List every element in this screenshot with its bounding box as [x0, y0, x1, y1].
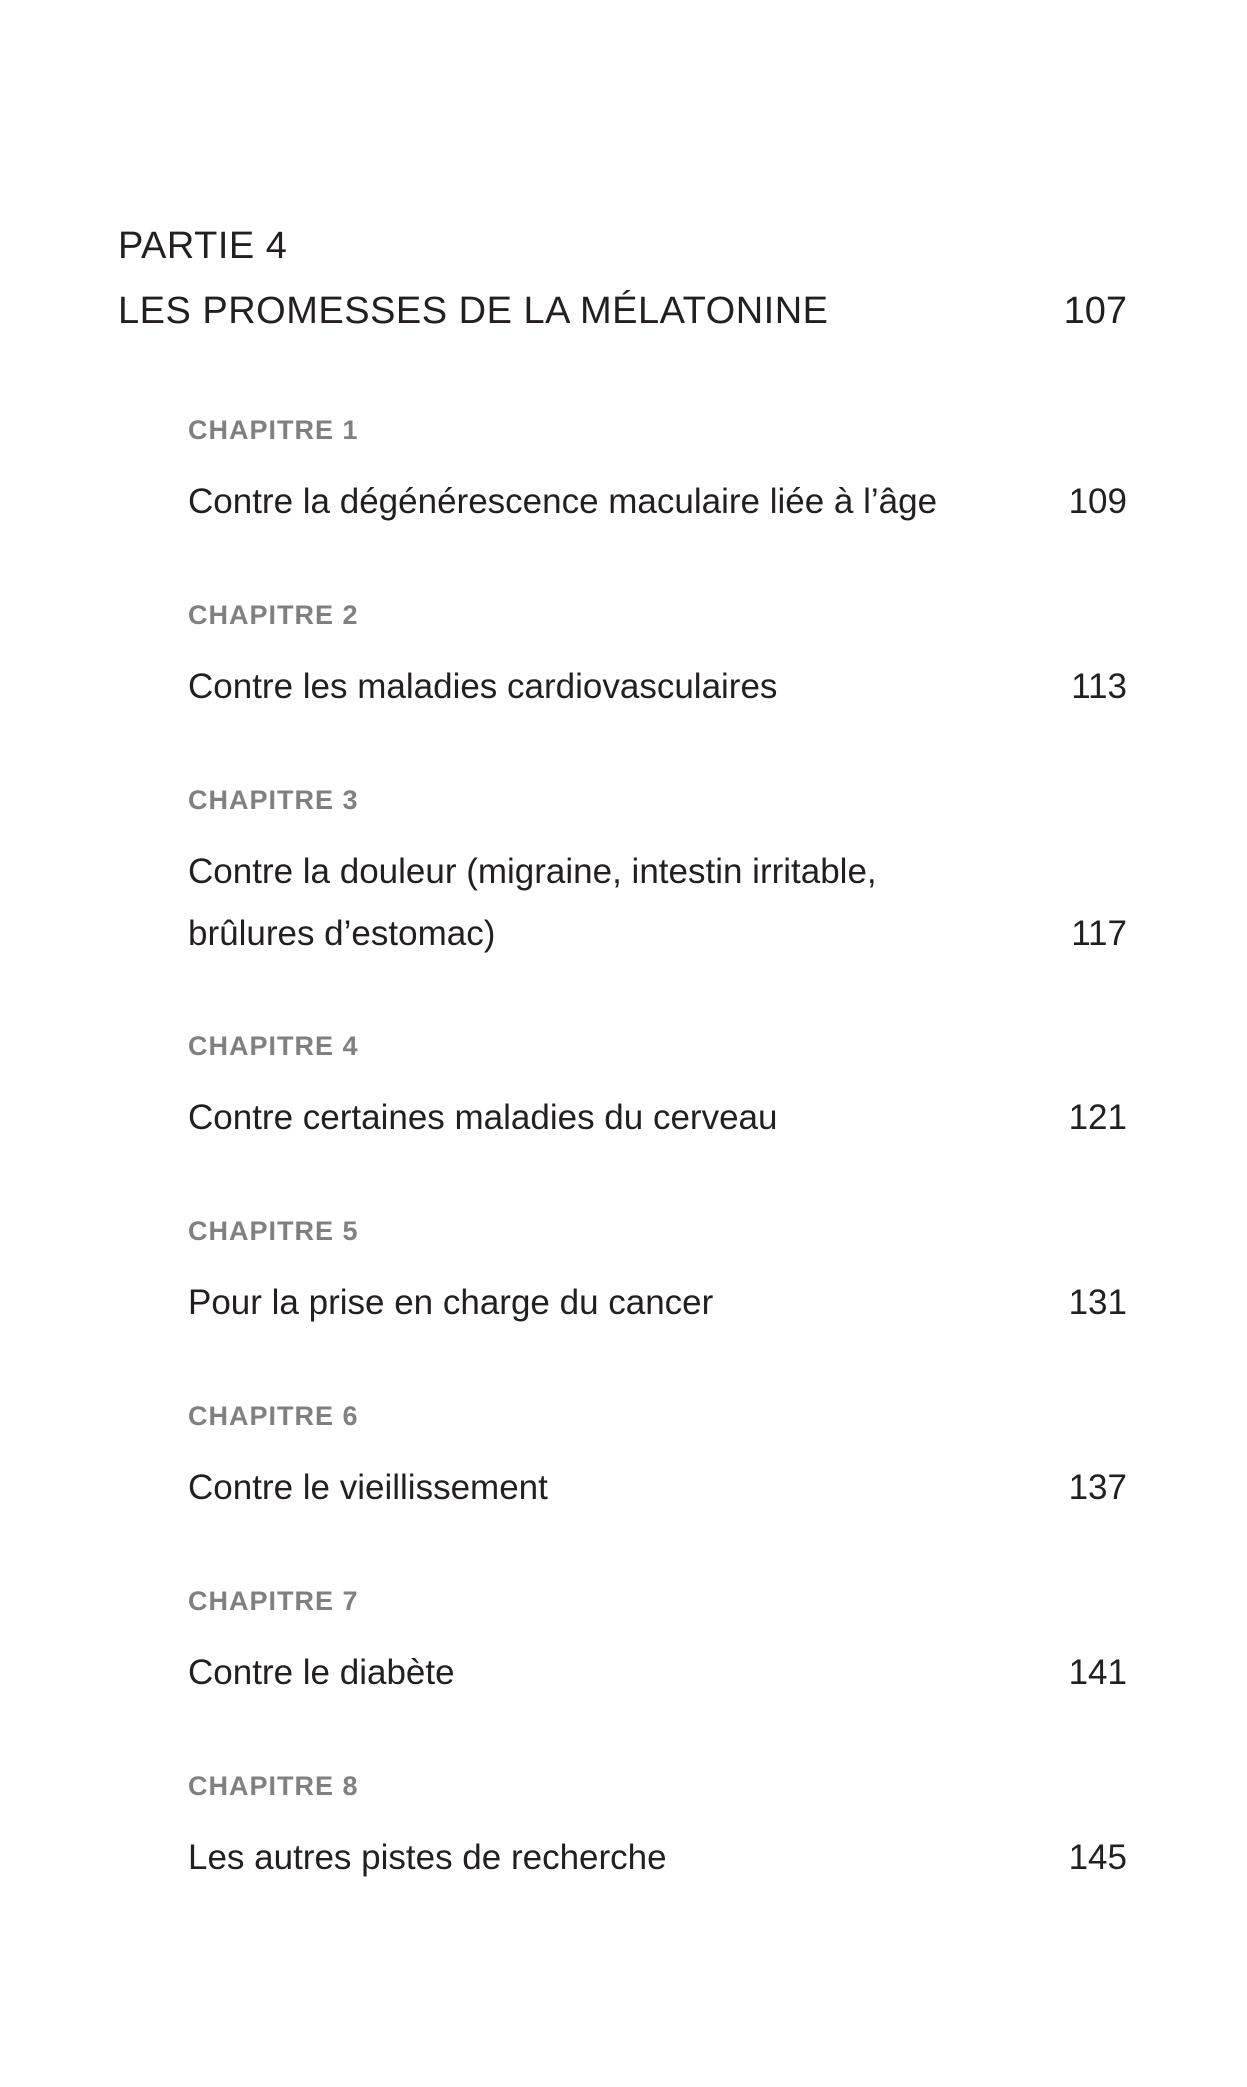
chapter-label: CHAPITRE 6 [188, 1401, 359, 1431]
chapter-title-line [188, 1457, 1127, 1519]
chapter-title-line [188, 841, 1127, 903]
chapter-page-number: 131 [1068, 1283, 1127, 1322]
chapter-entry-8 [188, 1766, 1127, 1889]
chapter-title-line-1: Contre la douleur (migraine, intestin irritable, [188, 852, 877, 891]
chapter-title-line [188, 1642, 1127, 1704]
chapter-entry-6 [188, 1396, 1127, 1519]
chapter-title: Contre les maladies cardiovasculaires [188, 667, 778, 706]
chapter-title-line [188, 656, 1127, 718]
chapter-title-line [188, 1087, 1127, 1149]
chapter-title-line [188, 1827, 1127, 1889]
part-label: PARTIE 4 [118, 225, 288, 267]
chapter-page-number: 137 [1068, 1468, 1127, 1507]
chapter-page-number: 141 [1068, 1653, 1127, 1692]
chapter-page-number: 109 [1068, 482, 1127, 521]
chapter-entry-4 [188, 1026, 1127, 1149]
part-page-number: 107 [1063, 290, 1127, 332]
chapter-title: Pour la prise en charge du cancer [188, 1283, 714, 1322]
chapter-title-line [188, 471, 1127, 533]
chapter-entry-5 [188, 1211, 1127, 1334]
chapter-page-number: 113 [1071, 667, 1127, 706]
chapter-label: CHAPITRE 3 [188, 785, 359, 815]
chapter-page-number: 117 [1071, 914, 1127, 953]
chapter-title: Contre le diabète [188, 1653, 455, 1692]
chapter-entry-1 [188, 410, 1127, 533]
chapter-title-line-2: brûlures d’estomac) [188, 914, 496, 953]
chapter-title: Contre la dégénérescence maculaire liée à l’âge [188, 482, 938, 521]
chapter-title: Contre le vieillissement [188, 1468, 548, 1507]
chapter-entry-3 [188, 780, 1127, 965]
chapter-title: Les autres pistes de recherche [188, 1838, 667, 1877]
chapter-label: CHAPITRE 4 [188, 1031, 359, 1061]
chapter-title-line [188, 903, 1127, 965]
chapter-page-number: 145 [1068, 1838, 1127, 1877]
chapter-title-line [188, 1272, 1127, 1334]
part-entry [118, 284, 1127, 338]
chapter-title: Contre certaines maladies du cerveau [188, 1098, 778, 1137]
chapter-entry-7 [188, 1581, 1127, 1704]
chapter-label: CHAPITRE 5 [188, 1216, 359, 1246]
chapter-label: CHAPITRE 8 [188, 1771, 359, 1801]
part-title: LES PROMESSES DE LA MÉLATONINE [118, 290, 829, 332]
chapter-entry-2 [188, 595, 1127, 718]
chapter-page-number: 121 [1068, 1098, 1127, 1137]
chapter-label: CHAPITRE 7 [188, 1586, 359, 1616]
chapter-label: CHAPITRE 1 [188, 415, 359, 445]
chapter-label: CHAPITRE 2 [188, 600, 359, 630]
